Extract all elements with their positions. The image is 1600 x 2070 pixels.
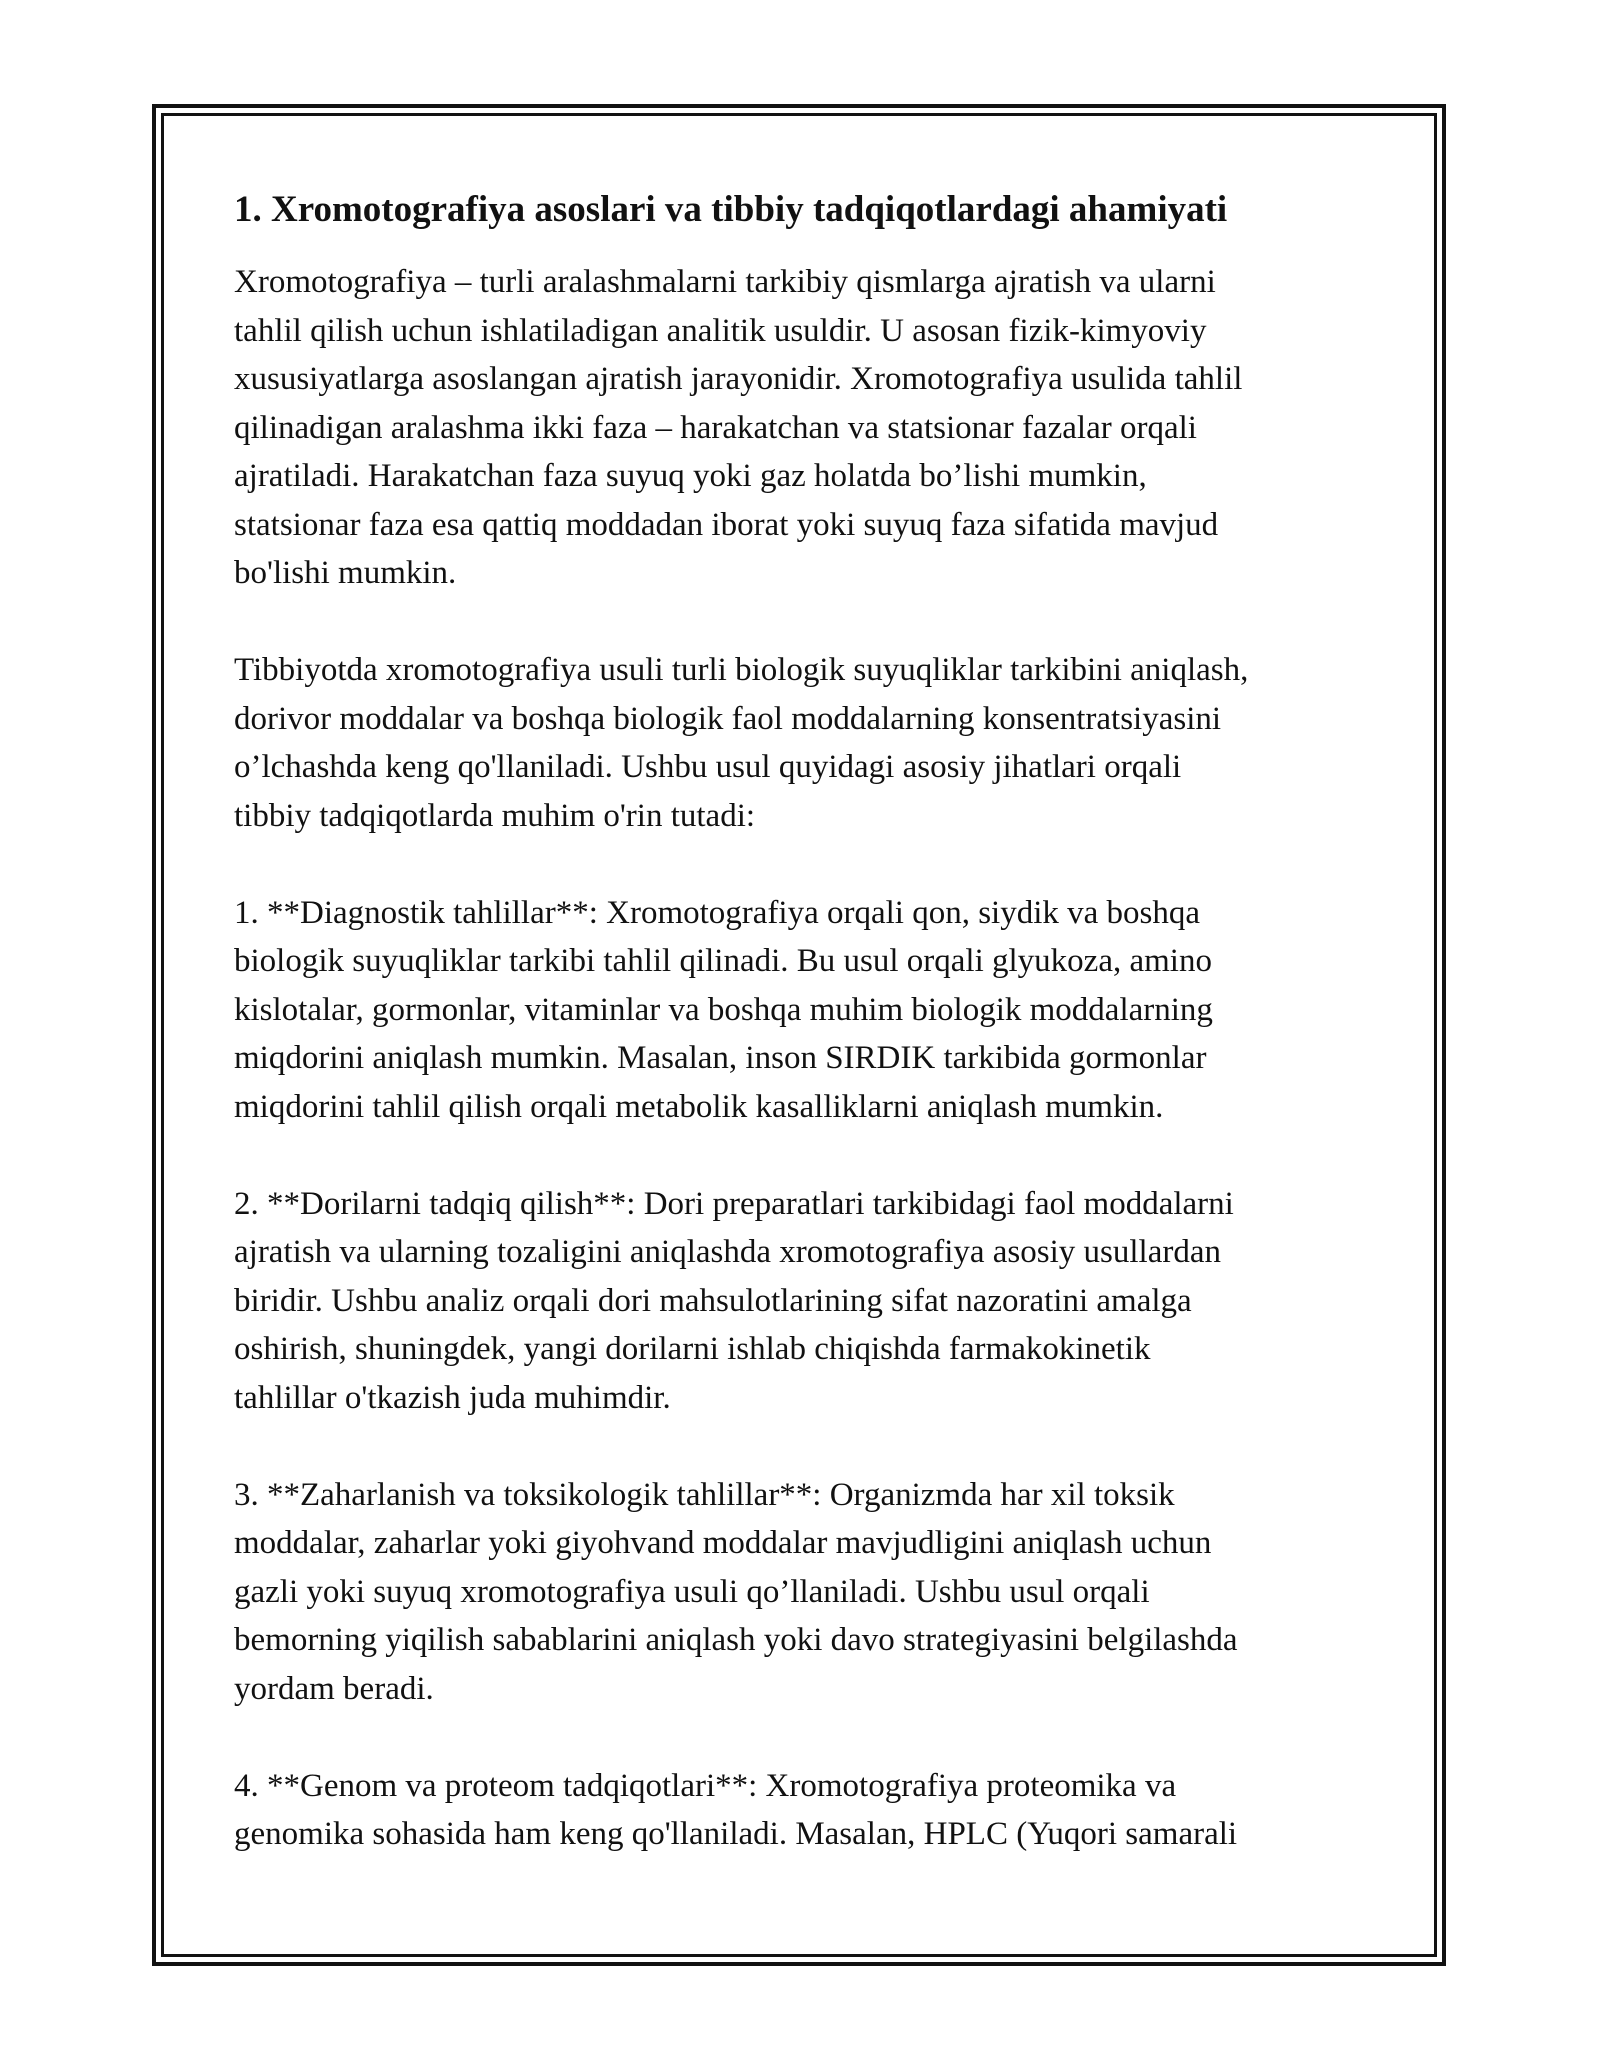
paragraph-medicine: Tibbiyotda xromotografiya usuli turli biologik suyuqliklar tarkibini aniqlash, dorivor moddalar va boshqa biologik faol moddalarning konsentratsiyasini o’lchashda keng qo'llaniladi. Ushbu usul quyidagi asosiy jihatlari orqali tibbiy tadqiqotlarda muhim o'rin tutadi:	[234, 652, 1249, 834]
paragraph-intro: Xromotografiya – turli aralashmalarni tarkibiy qismlarga ajratish va ularni tahlil qilish uchun ishlatiladigan analitik usuldir. U asosan fizik-kimyoviy xususiyatlarga asoslangan ajratish jarayonidir. Xromotografiya usulida tahlil qilinadigan aralashma ikki faza – harakatchan va statsionar fazalar orqali ajratiladi. Harakatchan faza suyuq yoki gaz holatda bo’lishi mumkin, statsionar faza esa qattiq moddadan iborat yoki suyuq faza sifatida mavjud bo'lishi mumkin.	[234, 264, 1243, 591]
paragraph-gap	[234, 1713, 1379, 1762]
list-item-diagnostics: 1. **Diagnostik tahlillar**: Xromotografiya orqali qon, siydik va boshqa biologik suyuqliklar tarkibi tahlil qilinadi. Bu usul orqali glyukoza, amino kislotalar, gormonlar, vitaminlar va boshqa muhim biologik moddalarning miqdorini aniqlash mumkin. Masalan, inson SIRDIK tarkibida gormonlar miqdorini tahlil qilish orqali metabolik kasalliklarni aniqlash mumkin.	[234, 894, 1213, 1125]
document-title: 1. Xromotografiya asoslari va tibbiy tadqiqotlardagi ahamiyati	[234, 189, 1228, 230]
list-item-genome-proteome: 4. **Genom va proteom tadqiqotlari**: Xromotografiya proteomika va genomika sohasida ham keng qo'llaniladi. Masalan, HPLC (Yuqori samarali	[234, 1767, 1238, 1852]
paragraph-gap	[234, 1131, 1379, 1180]
paragraph-gap	[234, 598, 1379, 647]
list-item-toxicology: 3. **Zaharlanish va toksikologik tahlillar**: Organizmda har xil toksik moddalar, zaharlar yoki giyohvand moddalar mavjudligini aniqlash uchun gazli yoki suyuq xromotografiya usuli qo’llaniladi. Ushbu usul orqali bemorning yiqilish sabablarini aniqlash yoki davo strategiyasini belgilashda yordam beradi.	[234, 1476, 1238, 1707]
paragraph-gap	[234, 1422, 1379, 1471]
document-body	[234, 186, 1379, 1859]
list-item-drug-research: 2. **Dorilarni tadqiq qilish**: Dori preparatlari tarkibidagi faol moddalarni ajratish va ularning tozaligini aniqlashda xromotografiya asosiy usullardan biridir. Ushbu analiz orqali dori mahsulotlarining sifat nazoratini amalga oshirish, shuningdek, yangi dorilarni ishlab chiqishda farmakokinetik tahlillar o'tkazish juda muhimdir.	[234, 1185, 1234, 1416]
paragraph-gap	[234, 840, 1379, 889]
